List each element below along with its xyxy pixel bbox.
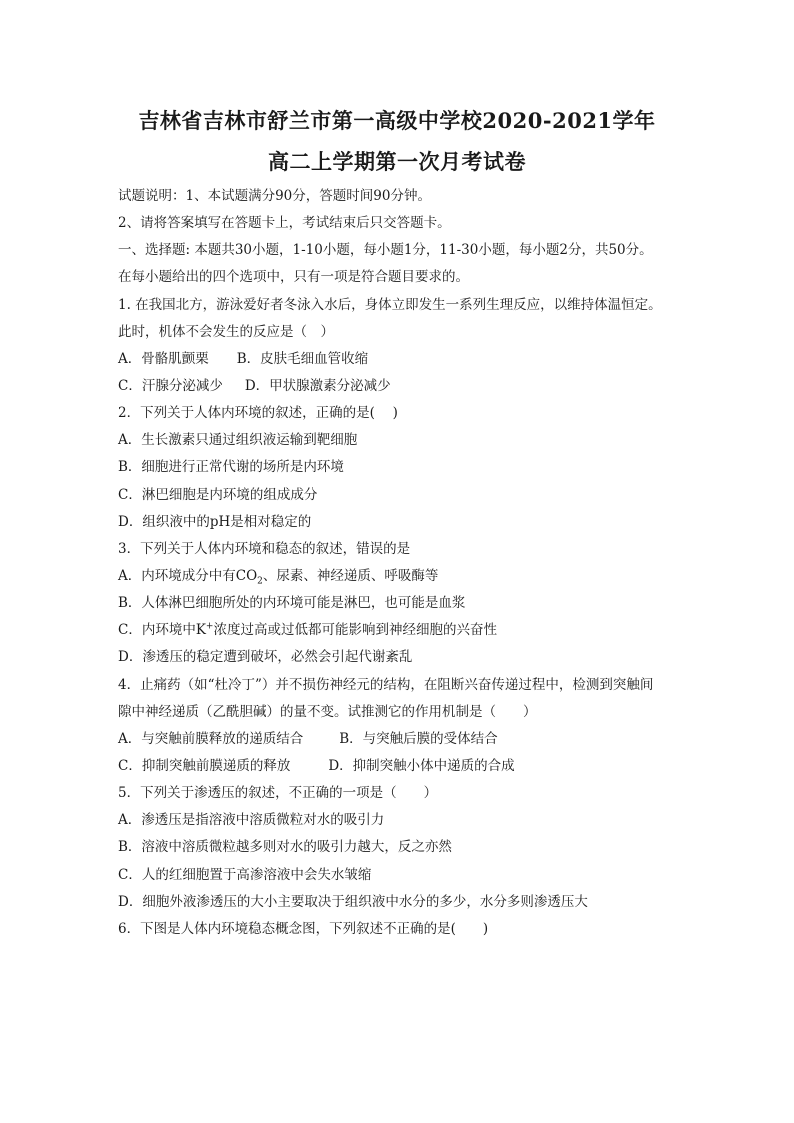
co2-subscript: 2: [257, 576, 263, 587]
section-subheader: 在每小题给出的四个选项中，只有一项是符合题目要求的。: [118, 269, 469, 286]
exam-title-line1: 吉林省吉林市舒兰市第一高级中学校2020-2021学年: [138, 108, 656, 133]
question-3-option-a-text: A．内环境成分中有CO: [118, 567, 258, 584]
question-1-option-d: D．甲状腺激素分泌减少: [244, 377, 391, 394]
exam-body: [118, 183, 718, 943]
question-5-option-a: A．渗透压是指溶液中溶质微粒对水的吸引力: [118, 812, 385, 829]
question-4-options-row1: [118, 726, 718, 753]
k-superscript: +: [205, 621, 214, 632]
question-1-option-a: A．骨骼肌颤栗: [118, 350, 209, 367]
question-5-stem: 5．下列关于渗透压的叙述，不正确的一项是（ ）: [118, 785, 438, 802]
question-2-option-d: D．组织液中的pH是相对稳定的: [118, 513, 312, 530]
question-3-option-c-text: C．内环境中K: [118, 622, 206, 639]
question-4-option-d: D．抑制突触小体中递质的合成: [328, 757, 515, 774]
question-4-options-row2: [118, 753, 718, 780]
section-header: 一、选择题: 本题共30小题，1-10小题，每小题1分，11-30小题，每小题2分，共50分。: [118, 242, 653, 259]
question-6-stem: 6．下图是人体内环境稳态概念图，下列叙述不正确的是( ): [118, 920, 489, 937]
question-1-options-row2: [118, 373, 718, 400]
question-3-option-b: B．人体淋巴细胞所处的内环境可能是淋巴，也可能是血浆: [118, 595, 466, 612]
question-1-stem-line2: 此时，机体不会发生的反应是（ ）: [118, 323, 334, 340]
question-2-option-b: B．细胞进行正常代谢的场所是内环境: [118, 459, 344, 476]
question-4-option-a: A．与突触前膜释放的递质结合: [118, 730, 304, 747]
question-5-option-b: B．溶液中溶质微粒越多则对水的吸引力越大，反之亦然: [118, 839, 452, 856]
question-1-stem-line1: 1. 在我国北方，游泳爱好者冬泳入水后，身体立即发生一系列生理反应，以维持体温恒定。: [118, 296, 662, 313]
question-3-stem: 3．下列关于人体内环境和稳态的叙述，错误的是: [118, 540, 411, 557]
question-3-option-d: D．渗透压的稳定遭到破坏，必然会引起代谢紊乱: [118, 649, 413, 666]
question-5-option-c: C．人的红细胞置于高渗溶液中会失水皱缩: [118, 866, 372, 883]
exam-title-line2: 高二上学期第一次月考试卷: [268, 149, 526, 174]
question-1-option-c: C．汗腺分泌减少: [118, 377, 223, 394]
question-4-stem-line1: 4．止痛药（如“杜冷丁”）并不损伤神经元的结构，在阻断兴奋传递过程中，检测到突触间: [118, 676, 654, 693]
question-3-option-a: [118, 563, 718, 590]
instruction-line-1: 试题说明：1、本试题满分90分，答题时间90分钟。: [118, 188, 431, 204]
question-3-option-c: [118, 617, 718, 644]
question-4-stem-line2: 隙中神经递质（乙酰胆碱）的量不变。试推测它的作用机制是（ ）: [118, 703, 537, 720]
instruction-line-2: 2、请将答案填写在答题卡上，考试结束后只交答题卡。: [118, 215, 451, 232]
question-5-option-d: D．细胞外液渗透压的大小主要取决于组织液中水分的多少，水分多则渗透压大: [118, 893, 588, 910]
question-4-option-c: C．抑制突触前膜递质的释放: [118, 757, 291, 774]
question-2-stem: 2．下列关于人体内环境的叙述，正确的是( ): [118, 405, 398, 422]
question-2-option-a: A．生长激素只通过组织液运输到靶细胞: [118, 432, 358, 449]
question-1-option-b: B．皮肤毛细血管收缩: [236, 350, 369, 367]
question-1-options-row1: [118, 346, 718, 373]
question-4-option-b: B．与突触后膜的受体结合: [339, 730, 498, 747]
question-2-option-c: C．淋巴细胞是内环境的组成成分: [118, 486, 318, 503]
question-3-option-a-rest: 、尿素、神经递质、呼吸酶等: [262, 567, 439, 584]
question-3-option-c-rest: 浓度过高或过低都可能影响到神经细胞的兴奋性: [213, 622, 497, 639]
